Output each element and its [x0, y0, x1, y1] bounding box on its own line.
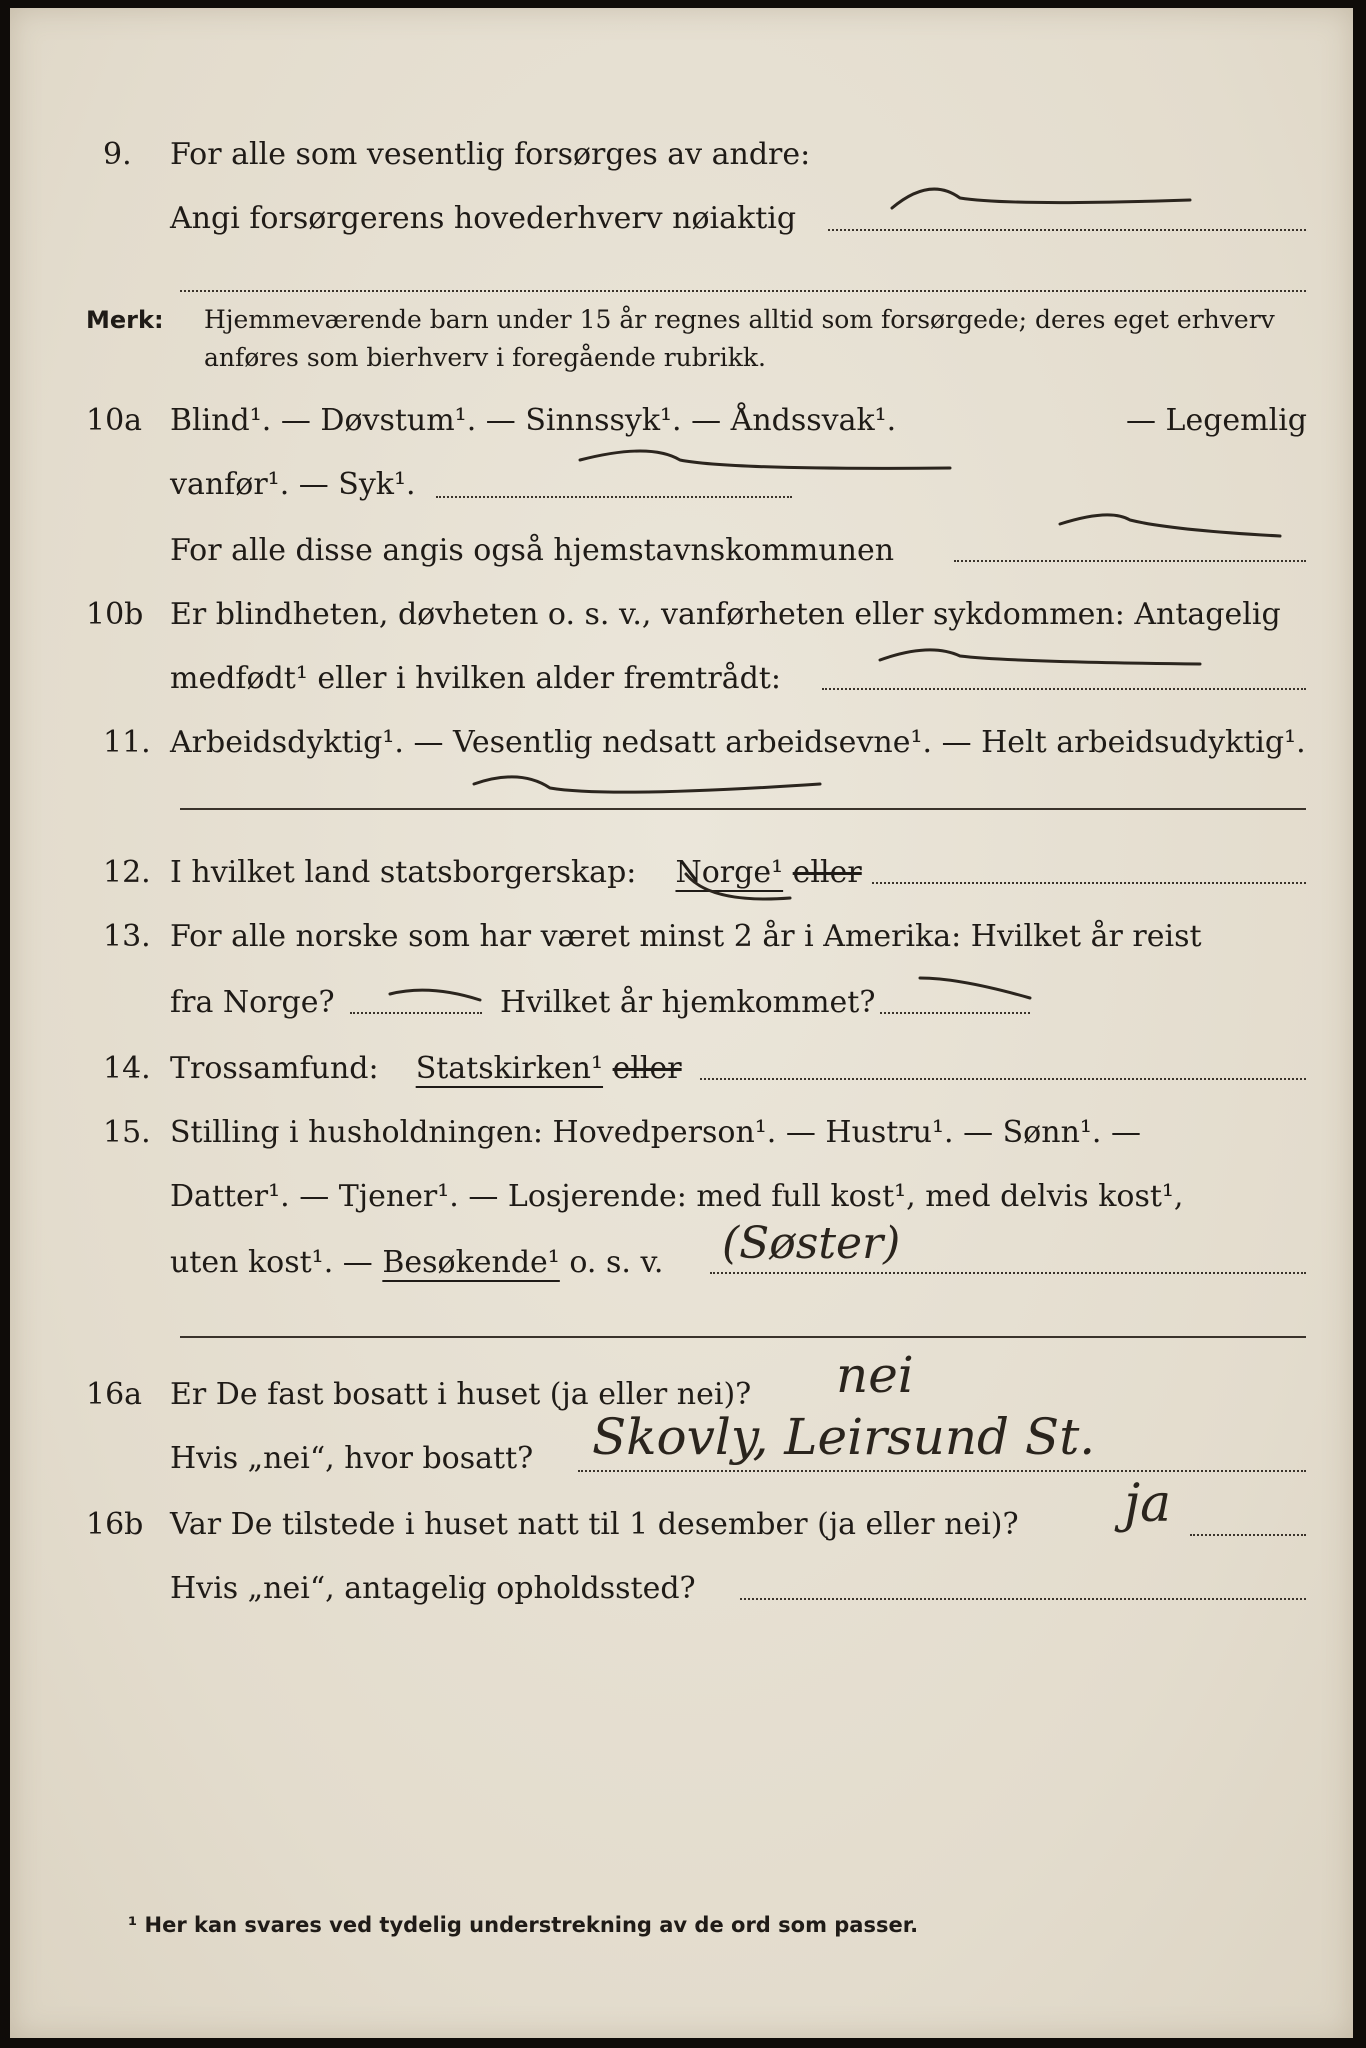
q16a-number: 16a — [86, 1377, 143, 1412]
q15-handwritten-answer: (Søster) — [722, 1218, 901, 1269]
q13-ditto-mark-2 — [920, 978, 1030, 998]
q15-text-3c: o. s. v. — [569, 1245, 664, 1280]
footnote: ¹ Her kan svares ved tydelig understrekning av de ord som passer. — [128, 1913, 919, 1937]
q11-ditto-mark — [474, 777, 820, 792]
q10a-text-3: For alle disse angis også hjemstavnskommunen — [170, 533, 895, 568]
q15-number: 15. — [103, 1115, 151, 1150]
q10b-ditto-mark — [880, 650, 1200, 664]
q13-text: For alle norske som har været minst 2 år i Amerika: Hvilket år reist — [170, 919, 1202, 954]
q14-prefix: Trossamfund: — [170, 1051, 379, 1086]
q13-number: 13. — [103, 919, 151, 954]
merk-label: Merk: — [86, 306, 164, 334]
q13-text-2a: fra Norge? — [170, 985, 335, 1020]
q16b-text: Var De tilstede i huset natt til 1 desember (ja eller nei)? — [170, 1507, 1019, 1542]
q10a-text-2: vanfør¹. — Syk¹. — [170, 467, 416, 502]
q10b-text-2: medfødt¹ eller i hvilken alder fremtrådt: — [170, 661, 781, 696]
q14-choice-statskirken: Statskirken¹ — [415, 1051, 604, 1086]
q12-underline-stroke — [686, 874, 790, 899]
q16a-handwritten-answer: nei — [836, 1346, 914, 1404]
q14-number: 14. — [103, 1051, 151, 1086]
q14-struck-eller: eller — [612, 1051, 682, 1086]
q10a-ditto-mark — [580, 451, 950, 468]
q12-number: 12. — [103, 855, 151, 890]
q10a-number: 10a — [86, 403, 143, 438]
q16a-text: Er De fast bosatt i huset (ja eller nei)? — [170, 1377, 752, 1412]
q15-text: Stilling i husholdningen: Hovedperson¹. — Hustru¹. — Sønn¹. — — [170, 1115, 1141, 1150]
q9-text-2: Angi forsørgerens hovederhverv nøiaktig — [170, 201, 797, 236]
q15-text-3a: uten kost¹. — — [170, 1245, 373, 1280]
q10b-number: 10b — [86, 597, 144, 632]
q9-text: For alle som vesentlig forsørges av andre: — [170, 137, 811, 172]
q10a-text-right: — Legemlig — [1125, 403, 1307, 438]
q16a-text-2: Hvis „nei“, hvor bosatt? — [170, 1441, 534, 1476]
q13-text-2b: Hvilket år hjemkommet? — [500, 985, 876, 1020]
q9-number: 9. — [103, 137, 132, 172]
q16a-handwritten-address: Skovly, Leirsund St. — [592, 1408, 1096, 1466]
q10b-text: Er blindheten, døvheten o. s. v., vanførheten eller sykdommen: Antagelig — [170, 597, 1281, 632]
q15-choice-besokende: Besøkende¹ — [382, 1245, 560, 1280]
handwritten-dash-marks — [10, 8, 1353, 2038]
q12-choice-norge: Norge¹ — [675, 855, 784, 890]
merk-text: Hjemmeværende barn under 15 år regnes alltid som forsørgede; deres eget erhverv — [204, 305, 1275, 334]
q16b-handwritten-answer: ja — [1124, 1474, 1172, 1534]
q10a-ditto-mark-2 — [1060, 515, 1280, 536]
q12-prefix: I hvilket land statsborgerskap: — [170, 855, 637, 890]
census-form-page — [10, 8, 1353, 2038]
q10a-text: Blind¹. — Døvstum¹. — Sinnssyk¹. — Åndssvak¹. — [170, 403, 897, 438]
q13-ditto-mark-1 — [390, 990, 480, 1000]
q11-number: 11. — [103, 725, 151, 760]
q16b-number: 16b — [86, 1507, 144, 1542]
q16b-text-2: Hvis „nei“, antagelig opholdssted? — [170, 1571, 696, 1606]
q11-text: Arbeidsdyktig¹. — Vesentlig nedsatt arbeidsevne¹. — Helt arbeidsudyktig¹. — [170, 725, 1306, 760]
q12-struck-eller: eller — [792, 855, 862, 890]
q9-ditto-mark — [892, 189, 1190, 208]
q15-text-2: Datter¹. — Tjener¹. — Losjerende: med full kost¹, med delvis kost¹, — [170, 1179, 1184, 1214]
merk-text-2: anføres som bierhverv i foregående rubrikk. — [204, 343, 766, 372]
